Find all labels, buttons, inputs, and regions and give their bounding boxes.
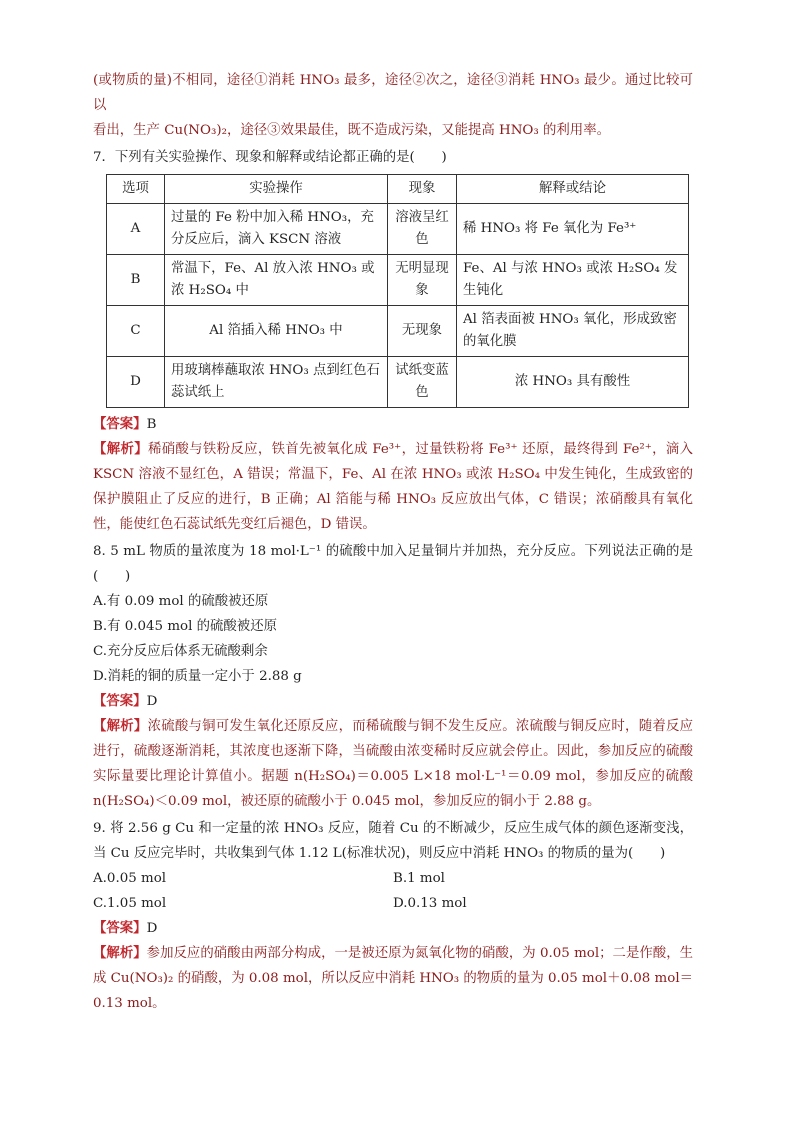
q9-option-d: D.0.13 mol	[393, 896, 467, 911]
row-operation: 用玻璃棒蘸取浓 HNO₃ 点到红色石蕊试纸上	[165, 357, 388, 408]
q8-analysis	[93, 714, 693, 814]
q9-options-row-1	[93, 866, 693, 891]
q8-stem: 8. 5 mL 物质的量浓度为 18 mol·L⁻¹ 的硫酸中加入足量铜片并加热，充分反应。下列说法正确的是( )	[93, 544, 693, 584]
answer-tag: 【答案】	[93, 416, 147, 432]
q9-option-a: A.0.05 mol	[93, 871, 167, 886]
header-conclusion: 解释或结论	[457, 175, 689, 204]
table-header-row	[107, 175, 689, 204]
row-operation: Al 箔插入稀 HNO₃ 中	[165, 306, 388, 357]
analysis-text: 参加反应的硝酸由两部分构成，一是被还原为氮氧化物的硝酸，为 0.05 mol；二是作酸，生成 Cu(NO₃)₂ 的硝酸，为 0.08 mol，所以反应中消耗 HNO₃ 的物质的量为 0.05 mol＋0.08 mol＝0.13 mol。	[93, 946, 694, 1011]
row-option: B	[107, 255, 165, 306]
intro-line-2: 看出，生产 Cu(NO₃)₂，途径③效果最佳，既不造成污染，又能提高 HNO₃ 的利用率。	[93, 123, 610, 138]
analysis-tag: 【解析】	[93, 441, 148, 457]
document-page	[93, 68, 693, 1016]
analysis-text: 浓硫酸与铜可发生氧化还原反应，而稀硫酸与铜不发生反应。浓硫酸与铜反应时，随着反应进行，硫酸逐渐消耗，其浓度也逐渐下降，当硫酸由浓变稀时反应就会停止。因此，参加反应的硫酸实际量要比理论计算值小。据题 n(H₂SO₄)＝0.005 L×18 mol·L⁻¹＝0.09 mol，参加反应的硫酸 n(H₂SO₄)＜0.09 mol，被还原的硫酸小于 0.045 mol，参加反应的铜小于 2.88 g。	[93, 719, 694, 809]
row-option: C	[107, 306, 165, 357]
row-option: A	[107, 204, 165, 255]
row-conclusion: 稀 HNO₃ 将 Fe 氧化为 Fe³⁺	[457, 204, 689, 255]
q9-option-b: B.1 mol	[393, 871, 445, 886]
answer-value: D	[146, 921, 158, 936]
answer-tag: 【答案】	[93, 920, 147, 936]
row-option: D	[107, 357, 165, 408]
table-row	[107, 255, 689, 306]
q9-options-row-2	[93, 891, 693, 916]
q9-analysis	[93, 941, 693, 1016]
analysis-tag: 【解析】	[93, 945, 147, 961]
q9-answer	[93, 916, 693, 941]
q7-analysis	[93, 437, 693, 537]
q8-option-b: B.有 0.045 mol 的硫酸被还原	[93, 619, 277, 634]
row-conclusion: Fe、Al 与浓 HNO₃ 或浓 H₂SO₄ 发生钝化	[457, 255, 689, 306]
q9-option-c: C.1.05 mol	[93, 896, 167, 911]
header-option: 选项	[107, 175, 165, 204]
row-phenomenon: 溶液呈红色	[388, 204, 457, 255]
row-phenomenon: 无明显现象	[388, 255, 457, 306]
analysis-tag: 【解析】	[93, 718, 148, 734]
intro-line-1: (或物质的量)不相同，途径①消耗 HNO₃ 最多，途径②次之，途径③消耗 HNO₃ 最少。通过比较可以	[93, 73, 693, 113]
table-row	[107, 357, 689, 408]
q7-table	[106, 174, 689, 408]
row-conclusion: 浓 HNO₃ 具有酸性	[457, 357, 689, 408]
answer-value: B	[146, 417, 157, 432]
table-row	[107, 306, 689, 357]
row-phenomenon: 无现象	[388, 306, 457, 357]
row-conclusion: Al 箔表面被 HNO₃ 氧化，形成致密的氧化膜	[457, 306, 689, 357]
q9-stem: 9. 将 2.56 g Cu 和一定量的浓 HNO₃ 反应，随着 Cu 的不断减少，反应生成气体的颜色逐渐变浅，当 Cu 反应完毕时，共收集到气体 1.12 L(标准状况)，则反应中消耗 HNO₃ 的物质的量为( )	[93, 821, 693, 861]
q8-option-a: A.有 0.09 mol 的硫酸被还原	[93, 594, 269, 609]
answer-tag: 【答案】	[93, 693, 147, 709]
table-row	[107, 204, 689, 255]
row-operation: 过量的 Fe 粉中加入稀 HNO₃，充分反应后，滴入 KSCN 溶液	[165, 204, 388, 255]
q7-answer	[93, 412, 693, 437]
q8-option-d: D.消耗的铜的质量一定小于 2.88 g	[93, 669, 302, 684]
q8-option-c: C.充分反应后体系无硫酸剩余	[93, 644, 268, 659]
analysis-text: 稀硝酸与铁粉反应，铁首先被氧化成 Fe³⁺，过量铁粉将 Fe³⁺ 还原，最终得到 Fe²⁺，滴入 KSCN 溶液不显红色，A 错误；常温下，Fe、Al 在浓 HNO₃ 或浓 H₂SO₄ 中发生钝化，生成致密的保护膜阻止了反应的进行，B 正确；Al 箔能与稀 HNO₃ 反应放出气体，C 错误；浓硝酸具有氧化性，能使红色石蕊试纸先变红后褪色，D 错误。	[93, 442, 694, 532]
header-operation: 实验操作	[165, 175, 388, 204]
q8-answer	[93, 689, 693, 714]
header-phenomenon: 现象	[388, 175, 457, 204]
row-operation: 常温下，Fe、Al 放入浓 HNO₃ 或浓 H₂SO₄ 中	[165, 255, 388, 306]
q7-stem: 7．下列有关实验操作、现象和解释或结论都正确的是( )	[93, 150, 447, 165]
answer-value: D	[146, 694, 158, 709]
row-phenomenon: 试纸变蓝色	[388, 357, 457, 408]
